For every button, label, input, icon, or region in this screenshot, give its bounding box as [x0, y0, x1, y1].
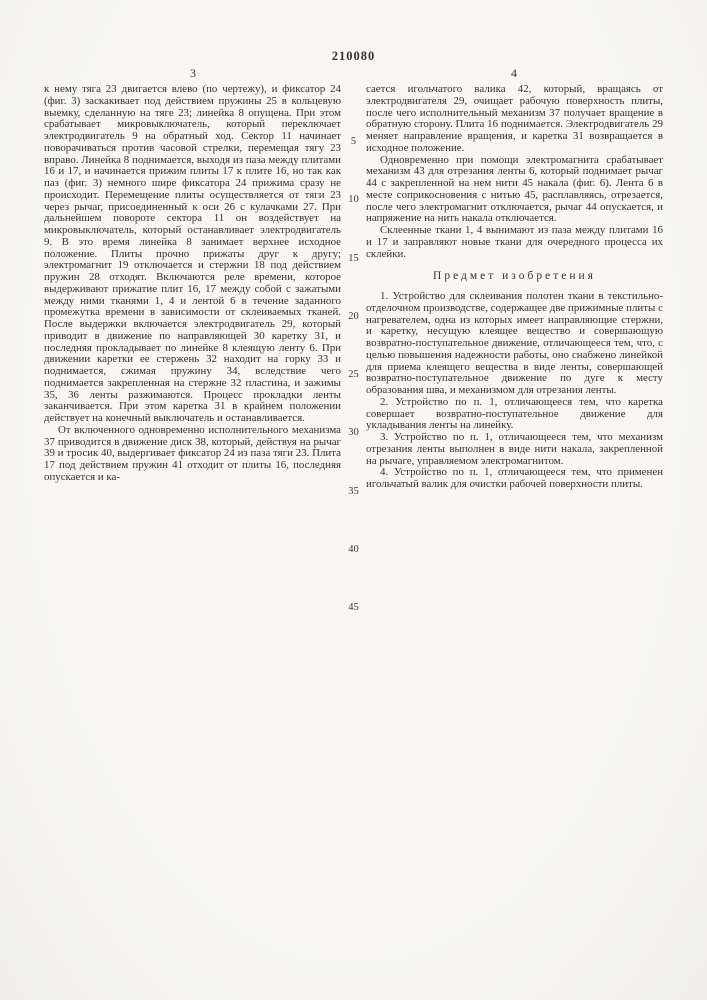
paragraph: к нему тяга 23 двигается влево (по чертежу), и фиксатор 24 (фиг. 3) заскакивает под действием пружины 25 в кольцевую выемку, сделанную на тяге 23; линейка 8 опущена. При этом срабатывает микровыключатель, который переключает электродвигатель 9 на обратный ход. Сектор 11 начинает поворачиваться против часовой стрелки, перемещая тягу 23 вправо. Линейка 8 поднимается, выходя из паза между плитами 16 и 17, и начинается прижим плиты 17 к плите 16, но так как паз (фиг. 3) немного шире фиксатора 24 прижима сразу не происходит. Перемещение плиты осуществляется от тяги 23 через рычаг, присоединенный к оси 26 с кулачками 27. При дальнейшем повороте сектора 11 он воздействует на микровыключатель, который останавливает электродвигатель 9. В это время линейка 8 занимает верхнее исходное положение. Плиты прочно прижаты друг к другу; электромагнит 19 отключается и стержни 18 под действием пружин 28 отходят. Включаются реле времени, которое выдерживают прижатие плит 16, 17 между собой с зажатыми между ними тканями 1, 4 и лентой 6 в течение заданного промежутка времени в зависимости от склеиваемых тканей. После выдержки включается электродвигатель 29, который приводит в движение по направляющей 30 каретку 31, и последняя прокладывает по линейке 8 клеящую ленту 6. При движении каретки ее стержень 32 находит на горку 33 и поднимается, сжимая пружину 34, вследствие чего поднимается закрепленная на стержне 32 пластина, и зажимы 35, 36 ленты разжимаются. Процесс прокладки ленты заканчивается. При этом каретка 31 в крайнем положении действует на конечный выключатель и останавливается. — [44, 83, 341, 424]
paragraph: Одновременно при помощи электромагнита срабатывает механизм 43 для отрезания ленты 6, который поднимает рычаг 44 с закрепленной на нем нити 45 накала (фиг. 6). Лента 6 в месте соприкосновения с нитью 45, расплавляясь, отрезается, после чего электромагнит отключается, рычаг 44 опускается, и напряжение на нить накала отключается. — [366, 153, 663, 225]
line-number: 20 — [348, 310, 359, 322]
claims-list — [366, 291, 663, 491]
right-column — [366, 84, 663, 491]
page-number-right: 4 — [511, 66, 517, 80]
left-column — [44, 84, 341, 484]
paragraph: сается игольчатого валика 42, который, вращаясь от электродвигателя 29, очищает рабочую поверхность плиты, после чего исполнительный механизм 37 получает вращение в обратную сторону. Плита 16 поднимается. Электродвигатель 29 меняет направление вращения, и каретка 31 возвращается в исходное положение. — [366, 83, 663, 154]
claim-paragraph: 1. Устройство для склеивания полотен ткани в текстильно-отделочном производстве, содержащее две прижимные плиты с нагревателем, одна из которых имеет направляющие стержни, и каретку, несущую клеящее вещество и совершающую возвратно-поступательное движение, отличающееся тем, что, с целью повышения надежности работы, оно снабжено линейкой для приема клеящего вещества в виде ленты, совершающей возвратно-поступательное движение по дуге к месту образования шва, и механизмом для отрезания ленты. — [366, 290, 663, 396]
right-column-paragraphs — [366, 84, 663, 260]
line-number: 10 — [348, 194, 359, 206]
line-number: 45 — [348, 602, 359, 613]
line-number: 40 — [348, 543, 359, 555]
left-column-paragraphs — [44, 84, 341, 484]
claim-paragraph: 2. Устройство по п. 1, отличающееся тем, что каретка совершает возвратно-поступательное движение для укладывания ленты на линейку. — [366, 395, 663, 432]
claim-paragraph: 4. Устройство по п. 1, отличающееся тем, что применен игольчатый валик для очистки рабочей поверхности плиты. — [366, 466, 663, 490]
claims-heading: Предмет изобретения — [433, 270, 596, 283]
line-number: 35 — [348, 485, 359, 497]
claim-paragraph: 3. Устройство по п. 1, отличающееся тем, что механизм отрезания ленты выполнен в виде нити накала, закрепленной на рычаге, управляемом электромагнитом. — [366, 431, 663, 467]
line-number: 25 — [348, 369, 359, 380]
line-number: 5 — [350, 136, 357, 147]
line-number-gutter — [341, 137, 366, 613]
patent-number: 210080 — [331, 49, 376, 63]
paragraph: От включенного одновременно исполнительного механизма 37 приводится в движение диск 38, который, действуя на рычаг 39 и тросик 40, выдергивает фиксатор 24 из паза тяги 23. Плита 17 под действием пружин 41 отходит от плиты 16, последняя опускается и ка- — [44, 423, 341, 483]
paragraph: Склеенные ткани 1, 4 вынимают из паза между плитами 16 и 17 и заправляют новые ткани для очередного процесса их склейки. — [366, 224, 663, 260]
line-number: 15 — [348, 252, 359, 264]
line-number: 30 — [348, 427, 359, 439]
page-number-left: 3 — [190, 66, 196, 80]
